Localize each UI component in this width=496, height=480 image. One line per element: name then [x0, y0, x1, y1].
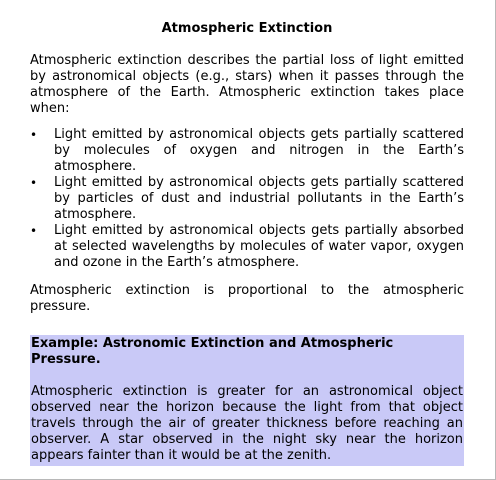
- list-item: [30, 127, 464, 175]
- list-item-text: Light emitted by astronomical objects gets partially scattered by molecules of oxygen and nitrogen in the Earth’s atmosphere.: [54, 127, 464, 174]
- intro-paragraph: Atmospheric extinction describes the partial loss of light emitted by astronomical objects (e.g., stars) when it passes through the atmosphere of the Earth. Atmospheric extinction takes place when:: [30, 53, 464, 116]
- document-content: [30, 0, 464, 466]
- example-body: Atmospheric extinction is greater for an astronomical object observed near the horizon because the light from that object travels through the air of greater thickness before reaching an observer. A star observed in the night sky near the horizon appears fainter than it would be at the zenith.: [31, 384, 463, 463]
- extinction-causes-list: [30, 127, 464, 271]
- example-title: Example: Astronomic Extinction and Atmospheric Pressure.: [31, 336, 394, 367]
- bullet-icon: •: [30, 176, 38, 190]
- example-box: [30, 335, 464, 466]
- list-item-text: Light emitted by astronomical objects gets partially scattered by particles of dust and industrial pollutants in the Earth’s atmosphere.: [54, 175, 464, 222]
- document-title: Atmospheric Extinction: [161, 21, 333, 36]
- list-item: [30, 223, 464, 271]
- list-item: [30, 175, 464, 223]
- bullet-icon: •: [30, 224, 38, 238]
- conclusion-paragraph: Atmospheric extinction is proportional to the atmospheric pressure.: [30, 283, 464, 314]
- bullet-icon: •: [30, 128, 38, 142]
- list-item-text: Light emitted by astronomical objects gets partially absorbed at selected wavelengths by molecules of water vapor, oxygen and ozone in the Earth’s atmosphere.: [54, 223, 464, 270]
